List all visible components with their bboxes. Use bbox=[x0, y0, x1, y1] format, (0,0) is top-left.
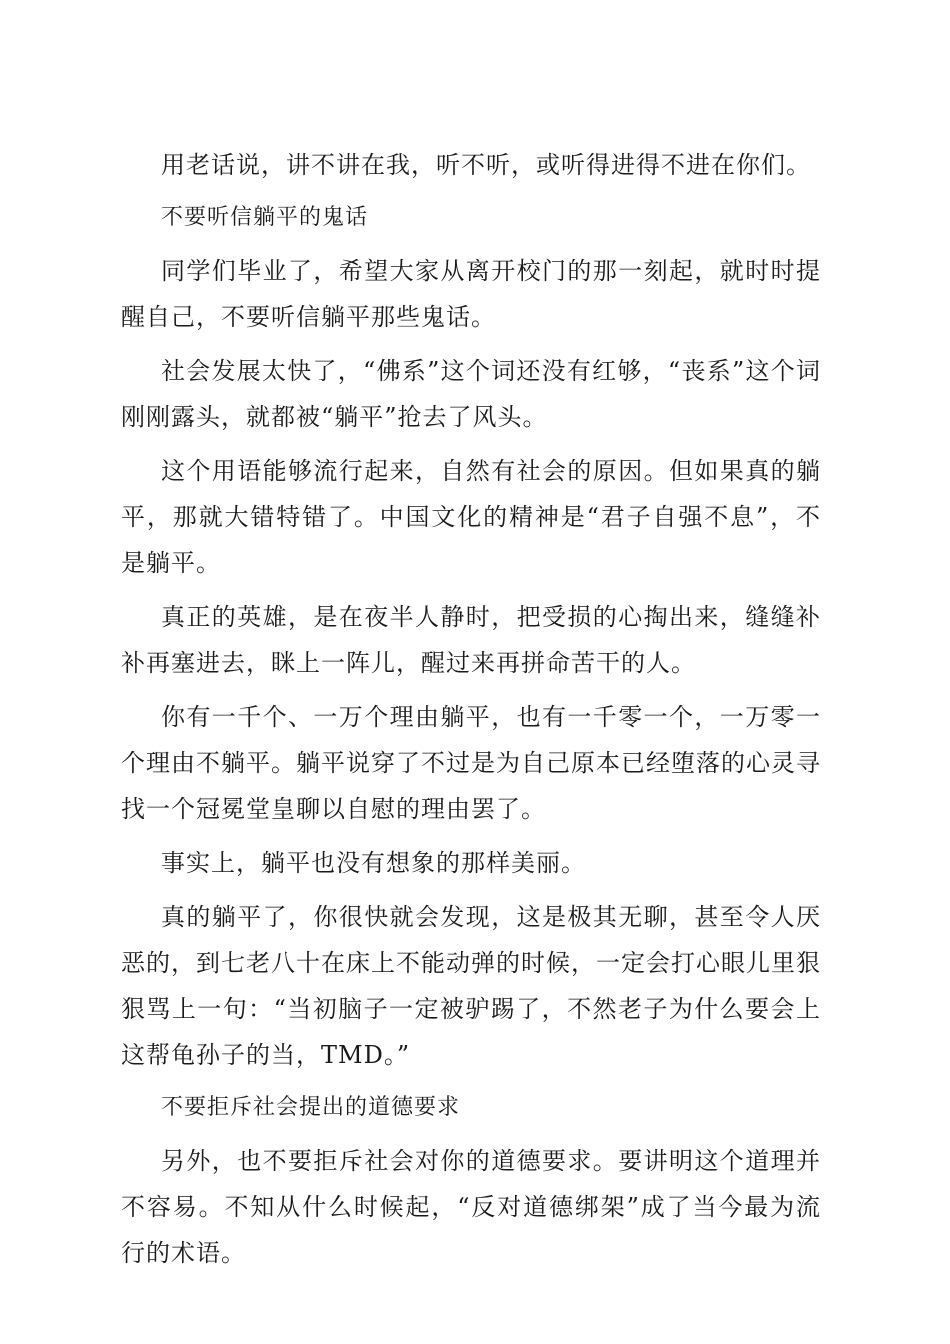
paragraph-cultural-spirit: 这个用语能够流行起来，自然有社会的原因。但如果真的躺平，那就大错特错了。中国文化的精神是“君子自强不息”，不是躺平。 bbox=[121, 457, 821, 577]
paragraph-graduation: 同学们毕业了，希望大家从离开校门的那一刻起，就时时提醒自己，不要听信躺平那些鬼话。 bbox=[121, 257, 821, 331]
paragraph-moral-kidnapping: 另外，也不要拒斥社会对你的道德要求。要讲明这个道理并不容易。不知从什么时候起，“反对道德绑架”成了当今最为流行的术语。 bbox=[121, 1147, 821, 1267]
paragraph-social-trends: 社会发展太快了，“佛系”这个词还没有红够，“丧系”这个词刚刚露头，就都被“躺平”抢去了风头。 bbox=[121, 357, 821, 431]
paragraph-opening: 用老话说，讲不讲在我，听不听，或听得进得不进在你们。 bbox=[161, 151, 811, 179]
paragraph-true-hero: 真正的英雄，是在夜半人静时，把受损的心掏出来，缝缝补补再塞进去，眯上一阵儿，醒过来再拼命苦干的人。 bbox=[121, 603, 821, 677]
document-body bbox=[121, 142, 821, 1284]
section-heading-lying-flat: 不要听信躺平的鬼话 bbox=[161, 205, 369, 230]
paragraph-reasons: 你有一千个、一万个理由躺平，也有一千零一个，一万零一个理由不躺平。躺平说穿了不过是为自己原本已经堕落的心灵寻找一个冠冕堂皇聊以自慰的理由罢了。 bbox=[121, 703, 821, 823]
paragraph-regret: 真的躺平了，你很快就会发现，这是极其无聊，甚至令人厌恶的，到七老八十在床上不能动弹的时候，一定会打心眼儿里狠狠骂上一句：“当初脑子一定被驴踢了，不然老子为什么要会上这帮龟孙子的当，TMD。” bbox=[121, 903, 821, 1069]
paragraph-not-beautiful: 事实上，躺平也没有想象的那样美丽。 bbox=[161, 849, 586, 877]
section-heading-moral-requirements: 不要拒斥社会提出的道德要求 bbox=[161, 1095, 461, 1120]
